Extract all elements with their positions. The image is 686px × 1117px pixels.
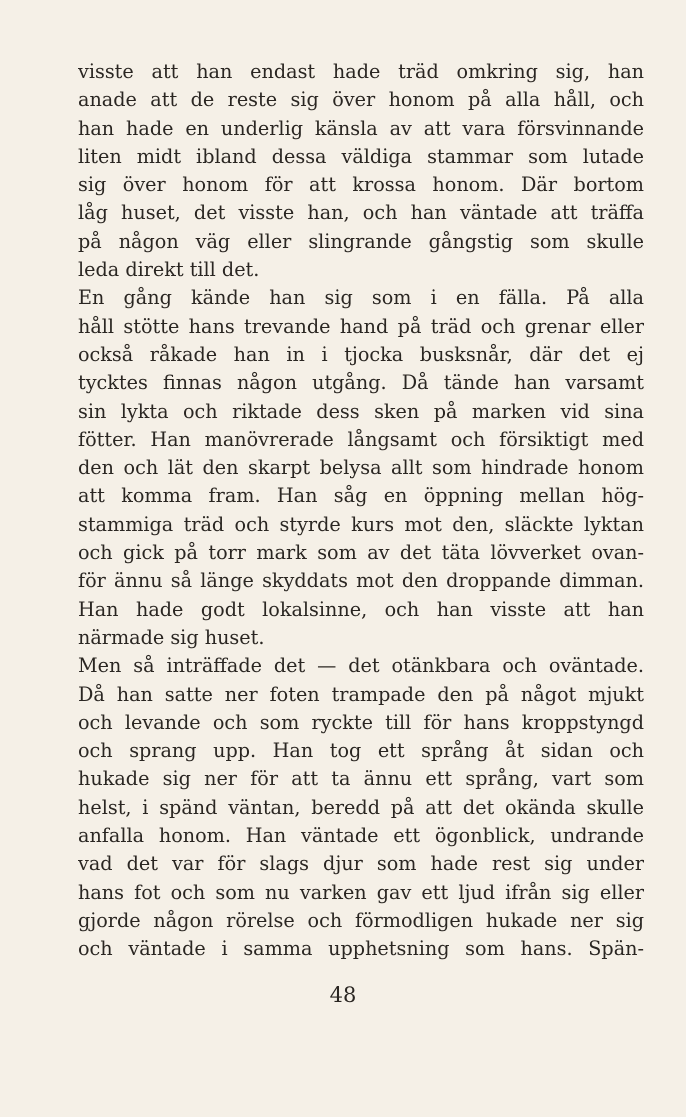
text-line: gjorde någon rörelse och förmodligen hukade ner sig — [78, 908, 644, 932]
text-line: Men så inträffade det — det otänkbara och oväntade. — [78, 654, 644, 678]
text-line: och väntade i samma upphetsning som hans. Spän- — [78, 937, 644, 961]
text-line: låg huset, det visste han, och han väntade att träffa — [78, 201, 644, 225]
text-line: också råkade han in i tjocka busksnår, där det ej — [78, 342, 644, 366]
text-line: En gång kände han sig som i en fälla. På alla — [78, 286, 644, 310]
text-line: anfalla honom. Han väntade ett ögonblick, undrande — [78, 824, 644, 848]
text-line: den och lät den skarpt belysa allt som hindrade honom — [78, 456, 644, 480]
text-line: helst, i spänd väntan, beredd på att det okända skulle — [78, 795, 644, 819]
text-line: för ännu så länge skyddats mot den droppande dimman. — [78, 569, 644, 593]
text-line: på någon väg eller slingrande gångstig som skulle — [78, 229, 644, 253]
text-line: sin lykta och riktade dess sken på marken vid sina — [78, 399, 644, 423]
text-line: och sprang upp. Han tog ett språng åt sidan och — [78, 739, 644, 763]
text-line: Då han satte ner foten trampade den på något mjukt — [78, 682, 644, 706]
text-line: hukade sig ner för att ta ännu ett språng, vart som — [78, 767, 644, 791]
page-number: 48 — [329, 983, 357, 1007]
text-line: liten midt ibland dessa väldiga stammar som lutade — [78, 144, 644, 168]
text-line: håll stötte hans trevande hand på träd och grenar eller — [78, 314, 644, 338]
text-line: leda direkt till det. — [78, 258, 260, 282]
text-line: närmade sig huset. — [78, 625, 265, 649]
text-line: hans fot och som nu varken gav ett ljud ifrån sig eller — [78, 880, 644, 904]
text-line: stammiga träd och styrde kurs mot den, släckte lyktan — [78, 512, 644, 536]
text-line: tycktes finnas någon utgång. Då tände han varsamt — [78, 371, 644, 395]
text-line: anade att de reste sig över honom på alla håll, och — [78, 88, 644, 112]
text-line: visste att han endast hade träd omkring sig, han — [78, 60, 644, 83]
text-line: att komma fram. Han såg en öppning mellan hög- — [78, 484, 644, 508]
text-line: fötter. Han manövrerade långsamt och försiktigt med — [78, 427, 644, 451]
text-line: och gick på torr mark som av det täta lövverket ovan- — [78, 541, 644, 565]
body-text — [78, 58, 644, 964]
text-line: och levande och som ryckte till för hans kroppstyngd — [78, 710, 644, 734]
text-line: han hade en underlig känsla av att vara försvinnande — [78, 116, 644, 140]
text-line: sig över honom för att krossa honom. Där bortom — [78, 173, 644, 197]
text-line: Han hade godt lokalsinne, och han visste att han — [78, 597, 644, 621]
text-line: vad det var för slags djur som hade rest sig under — [78, 852, 644, 876]
